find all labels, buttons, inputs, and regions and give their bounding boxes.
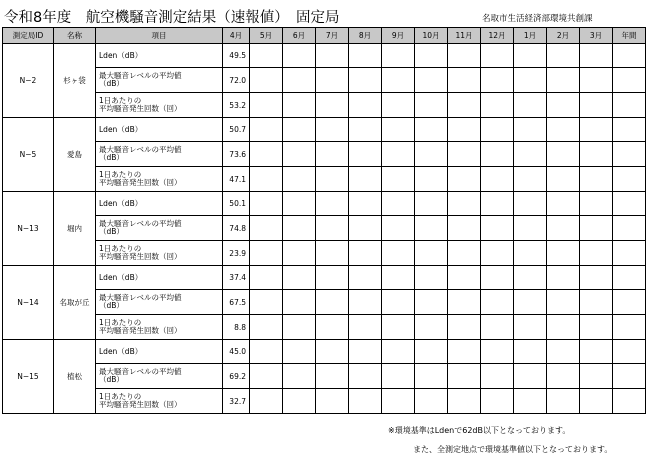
item-label: Lden（dB） (96, 192, 223, 216)
empty-cell (283, 216, 316, 241)
empty-cell (382, 216, 415, 241)
empty-cell (415, 142, 448, 167)
empty-cell (250, 216, 283, 241)
empty-cell (580, 93, 613, 118)
empty-cell (316, 340, 349, 364)
empty-cell (448, 93, 481, 118)
station-id: N−13 (3, 192, 54, 266)
empty-cell (250, 340, 283, 364)
empty-cell (547, 315, 580, 340)
empty-cell (481, 44, 514, 68)
empty-cell (349, 167, 382, 192)
empty-cell (613, 118, 646, 142)
item-label: Lden（dB） (96, 44, 223, 68)
item-label: Lden（dB） (96, 266, 223, 290)
empty-cell (349, 118, 382, 142)
empty-cell (382, 241, 415, 266)
empty-cell (349, 266, 382, 290)
empty-cell (316, 44, 349, 68)
empty-cell (481, 290, 514, 315)
item-label: Lden（dB） (96, 340, 223, 364)
column-header: 1月 (514, 28, 547, 44)
empty-cell (250, 364, 283, 389)
table-row (3, 290, 646, 315)
empty-cell (613, 192, 646, 216)
empty-cell (580, 44, 613, 68)
column-header: 4月 (223, 28, 250, 44)
empty-cell (613, 340, 646, 364)
april-value: 67.5 (223, 290, 250, 315)
column-header: 項目 (96, 28, 223, 44)
empty-cell (316, 290, 349, 315)
empty-cell (547, 340, 580, 364)
empty-cell (349, 216, 382, 241)
empty-cell (349, 68, 382, 93)
empty-cell (250, 266, 283, 290)
empty-cell (448, 142, 481, 167)
empty-cell (514, 340, 547, 364)
empty-cell (481, 241, 514, 266)
table-row (3, 241, 646, 266)
empty-cell (349, 192, 382, 216)
empty-cell (382, 68, 415, 93)
empty-cell (382, 118, 415, 142)
empty-cell (382, 192, 415, 216)
empty-cell (283, 192, 316, 216)
empty-cell (547, 142, 580, 167)
empty-cell (316, 216, 349, 241)
table-row (3, 266, 646, 290)
empty-cell (514, 44, 547, 68)
empty-cell (415, 364, 448, 389)
empty-cell (316, 192, 349, 216)
empty-cell (382, 340, 415, 364)
station-id: N−14 (3, 266, 54, 340)
empty-cell (514, 93, 547, 118)
april-value: 32.7 (223, 389, 250, 414)
column-header: 6月 (283, 28, 316, 44)
empty-cell (514, 290, 547, 315)
empty-cell (547, 68, 580, 93)
empty-cell (448, 118, 481, 142)
empty-cell (547, 167, 580, 192)
empty-cell (481, 167, 514, 192)
empty-cell (547, 389, 580, 414)
table-row (3, 216, 646, 241)
column-header: 測定局ID (3, 28, 54, 44)
empty-cell (448, 68, 481, 93)
table-row (3, 389, 646, 414)
table-row (3, 340, 646, 364)
item-label: Lden（dB） (96, 118, 223, 142)
empty-cell (415, 93, 448, 118)
empty-cell (283, 93, 316, 118)
empty-cell (547, 364, 580, 389)
empty-cell (415, 290, 448, 315)
empty-cell (580, 192, 613, 216)
empty-cell (514, 118, 547, 142)
empty-cell (547, 290, 580, 315)
empty-cell (382, 389, 415, 414)
empty-cell (283, 340, 316, 364)
empty-cell (382, 93, 415, 118)
empty-cell (580, 118, 613, 142)
empty-cell (514, 167, 547, 192)
empty-cell (316, 167, 349, 192)
empty-cell (448, 192, 481, 216)
empty-cell (514, 364, 547, 389)
empty-cell (415, 389, 448, 414)
empty-cell (481, 68, 514, 93)
empty-cell (415, 216, 448, 241)
empty-cell (283, 44, 316, 68)
empty-cell (382, 315, 415, 340)
empty-cell (580, 340, 613, 364)
empty-cell (547, 192, 580, 216)
empty-cell (514, 192, 547, 216)
empty-cell (613, 142, 646, 167)
empty-cell (283, 364, 316, 389)
column-header: 7月 (316, 28, 349, 44)
station-name: 愛島 (54, 118, 96, 192)
empty-cell (250, 241, 283, 266)
empty-cell (349, 290, 382, 315)
empty-cell (514, 68, 547, 93)
empty-cell (547, 44, 580, 68)
page-title: 令和8年度 航空機騒音測定結果（速報値） 固定局 (4, 10, 340, 26)
empty-cell (481, 118, 514, 142)
empty-cell (250, 142, 283, 167)
item-label: 1日あたりの 平均騒音発生回数（回） (96, 93, 223, 118)
empty-cell (547, 93, 580, 118)
empty-cell (415, 340, 448, 364)
empty-cell (316, 118, 349, 142)
empty-cell (382, 44, 415, 68)
empty-cell (514, 142, 547, 167)
empty-cell (514, 266, 547, 290)
april-value: 47.1 (223, 167, 250, 192)
empty-cell (250, 44, 283, 68)
april-value: 50.7 (223, 118, 250, 142)
april-value: 72.0 (223, 68, 250, 93)
april-value: 69.2 (223, 364, 250, 389)
empty-cell (349, 241, 382, 266)
table-row (3, 192, 646, 216)
column-header: 5月 (250, 28, 283, 44)
empty-cell (415, 68, 448, 93)
empty-cell (283, 142, 316, 167)
empty-cell (250, 315, 283, 340)
item-label: 1日あたりの 平均騒音発生回数（回） (96, 315, 223, 340)
empty-cell (580, 68, 613, 93)
empty-cell (382, 167, 415, 192)
empty-cell (448, 216, 481, 241)
empty-cell (349, 93, 382, 118)
april-value: 49.5 (223, 44, 250, 68)
empty-cell (283, 68, 316, 93)
empty-cell (448, 315, 481, 340)
empty-cell (250, 118, 283, 142)
empty-cell (415, 167, 448, 192)
empty-cell (448, 241, 481, 266)
empty-cell (448, 266, 481, 290)
table-body (3, 44, 646, 414)
table-row (3, 44, 646, 68)
empty-cell (514, 241, 547, 266)
empty-cell (481, 142, 514, 167)
empty-cell (448, 389, 481, 414)
empty-cell (349, 142, 382, 167)
empty-cell (613, 68, 646, 93)
column-header: 3月 (580, 28, 613, 44)
table-header-row (3, 28, 646, 44)
station-name: 杉ヶ袋 (54, 44, 96, 118)
empty-cell (613, 44, 646, 68)
empty-cell (415, 192, 448, 216)
empty-cell (250, 93, 283, 118)
station-name: 名取が丘 (54, 266, 96, 340)
empty-cell (481, 315, 514, 340)
empty-cell (316, 389, 349, 414)
item-label: 最大騒音レベルの平均値 （dB） (96, 142, 223, 167)
empty-cell (481, 192, 514, 216)
empty-cell (250, 192, 283, 216)
station-id: N−5 (3, 118, 54, 192)
empty-cell (349, 340, 382, 364)
empty-cell (547, 241, 580, 266)
empty-cell (613, 389, 646, 414)
empty-cell (283, 241, 316, 266)
empty-cell (415, 44, 448, 68)
empty-cell (349, 44, 382, 68)
item-label: 1日あたりの 平均騒音発生回数（回） (96, 389, 223, 414)
empty-cell (580, 142, 613, 167)
item-label: 1日あたりの 平均騒音発生回数（回） (96, 167, 223, 192)
april-value: 53.2 (223, 93, 250, 118)
item-label: 最大騒音レベルの平均値 （dB） (96, 216, 223, 241)
column-header: 8月 (349, 28, 382, 44)
empty-cell (613, 315, 646, 340)
april-value: 45.0 (223, 340, 250, 364)
column-header: 10月 (415, 28, 448, 44)
empty-cell (613, 266, 646, 290)
empty-cell (349, 364, 382, 389)
empty-cell (514, 216, 547, 241)
empty-cell (349, 389, 382, 414)
station-id: N−15 (3, 340, 54, 414)
empty-cell (481, 389, 514, 414)
empty-cell (316, 93, 349, 118)
empty-cell (613, 93, 646, 118)
empty-cell (448, 364, 481, 389)
empty-cell (316, 315, 349, 340)
empty-cell (547, 266, 580, 290)
table-row (3, 167, 646, 192)
column-header: 11月 (448, 28, 481, 44)
item-label: 1日あたりの 平均騒音発生回数（回） (96, 241, 223, 266)
empty-cell (415, 118, 448, 142)
empty-cell (415, 266, 448, 290)
department-name: 名取市生活経済部環境共創課 (482, 14, 593, 24)
empty-cell (448, 44, 481, 68)
empty-cell (481, 216, 514, 241)
empty-cell (613, 167, 646, 192)
item-label: 最大騒音レベルの平均値 （dB） (96, 364, 223, 389)
column-header: 9月 (382, 28, 415, 44)
empty-cell (283, 389, 316, 414)
empty-cell (349, 315, 382, 340)
empty-cell (283, 167, 316, 192)
measurement-table (2, 27, 646, 414)
empty-cell (448, 290, 481, 315)
empty-cell (481, 364, 514, 389)
empty-cell (481, 266, 514, 290)
april-value: 74.8 (223, 216, 250, 241)
empty-cell (316, 142, 349, 167)
empty-cell (283, 290, 316, 315)
empty-cell (382, 142, 415, 167)
empty-cell (382, 290, 415, 315)
empty-cell (316, 241, 349, 266)
column-header: 名称 (54, 28, 96, 44)
empty-cell (613, 290, 646, 315)
table-row (3, 142, 646, 167)
april-value: 37.4 (223, 266, 250, 290)
empty-cell (316, 266, 349, 290)
empty-cell (415, 241, 448, 266)
empty-cell (382, 266, 415, 290)
april-value: 73.6 (223, 142, 250, 167)
table-row (3, 118, 646, 142)
table-row (3, 315, 646, 340)
empty-cell (514, 389, 547, 414)
empty-cell (415, 315, 448, 340)
empty-cell (580, 315, 613, 340)
april-value: 50.1 (223, 192, 250, 216)
empty-cell (283, 266, 316, 290)
empty-cell (580, 290, 613, 315)
empty-cell (316, 364, 349, 389)
empty-cell (547, 118, 580, 142)
april-value: 23.9 (223, 241, 250, 266)
item-label: 最大騒音レベルの平均値 （dB） (96, 68, 223, 93)
empty-cell (250, 68, 283, 93)
empty-cell (448, 167, 481, 192)
empty-cell (613, 241, 646, 266)
column-header: 2月 (547, 28, 580, 44)
footnote-standard: ※環境基準はLdenで62dB以下となっております。 (388, 426, 571, 435)
column-header: 年間 (613, 28, 646, 44)
empty-cell (613, 216, 646, 241)
empty-cell (250, 290, 283, 315)
empty-cell (481, 93, 514, 118)
empty-cell (580, 389, 613, 414)
station-name: 植松 (54, 340, 96, 414)
empty-cell (382, 364, 415, 389)
empty-cell (481, 340, 514, 364)
item-label: 最大騒音レベルの平均値 （dB） (96, 290, 223, 315)
april-value: 8.8 (223, 315, 250, 340)
table-row (3, 68, 646, 93)
empty-cell (316, 68, 349, 93)
empty-cell (514, 315, 547, 340)
empty-cell (250, 389, 283, 414)
empty-cell (283, 315, 316, 340)
empty-cell (250, 167, 283, 192)
empty-cell (580, 241, 613, 266)
empty-cell (580, 266, 613, 290)
empty-cell (613, 364, 646, 389)
column-header: 12月 (481, 28, 514, 44)
station-name: 堀内 (54, 192, 96, 266)
empty-cell (580, 216, 613, 241)
station-id: N−2 (3, 44, 54, 118)
empty-cell (547, 216, 580, 241)
table-row (3, 93, 646, 118)
table-row (3, 364, 646, 389)
empty-cell (283, 118, 316, 142)
footnote-compliance: また、全測定地点で環境基準値以下となっております。 (413, 445, 613, 454)
empty-cell (580, 167, 613, 192)
empty-cell (448, 340, 481, 364)
empty-cell (580, 364, 613, 389)
